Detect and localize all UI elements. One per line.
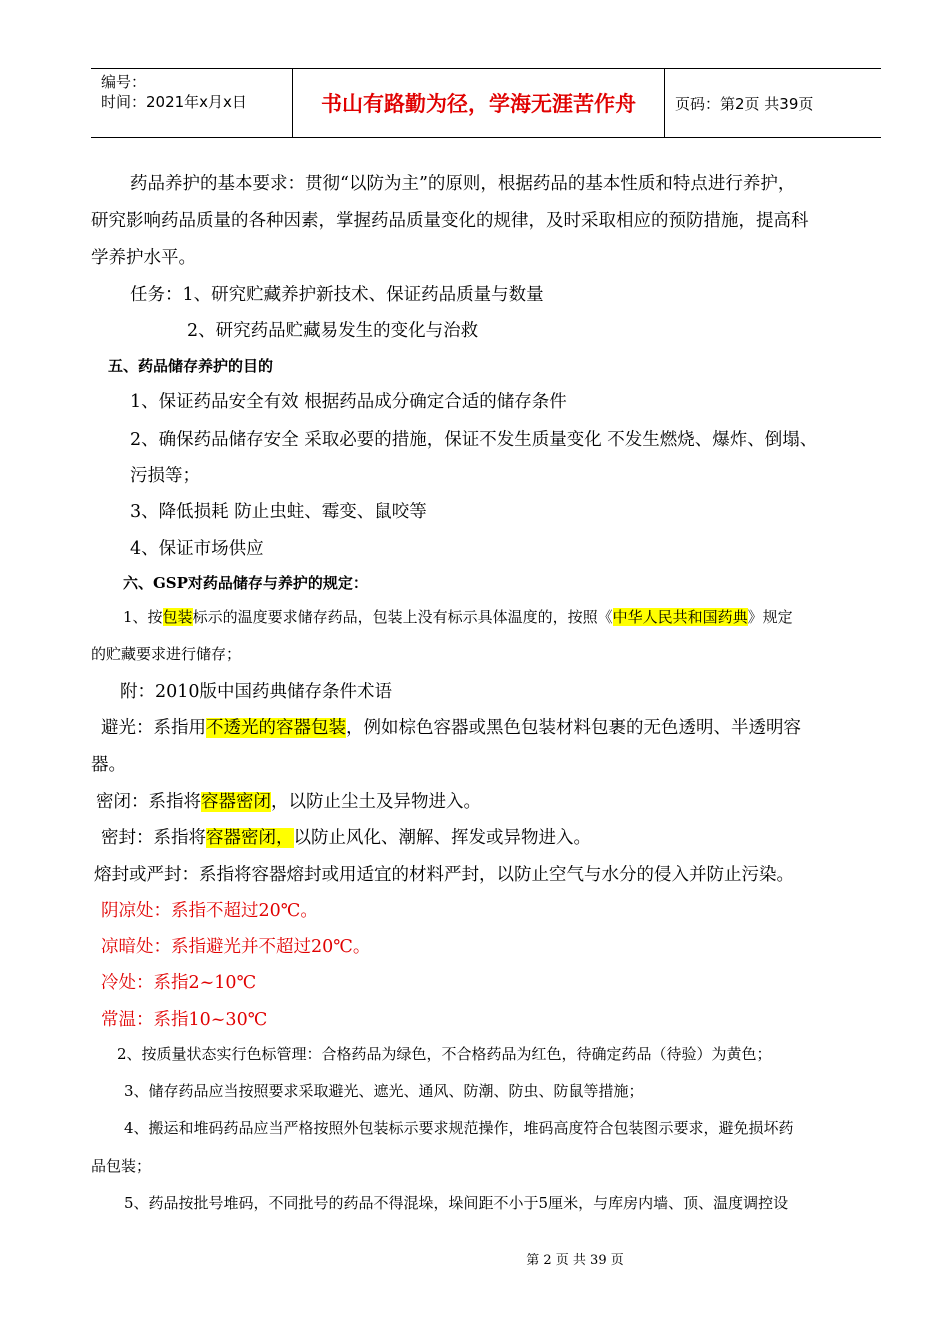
- rule-item: 品包装；: [91, 1157, 152, 1175]
- paragraph-line: 药品养护的基本要求：贯彻“以防为主”的原则，根据药品的基本性质和特点进行养护，: [130, 174, 796, 194]
- term-definition: 常温：系指10~30℃: [101, 1010, 268, 1030]
- term-definition: 熔封或严封：系指将容器熔封或用适宜的材料严封，以防止空气与水分的侵入并防止污染。: [94, 865, 794, 885]
- footer-page-number: 第 2 页 共 39 页: [526, 1253, 624, 1268]
- paragraph-line: 学养护水平。: [91, 248, 196, 268]
- term-text: 避光：系指用: [101, 718, 206, 738]
- rule-item: 2、按质量状态实行色标管理：合格药品为绿色，不合格药品为红色，待确定药品（待验）为黄色；: [117, 1045, 772, 1063]
- appendix-title: 附：2010版中国药典储存条件术语: [120, 682, 393, 702]
- term-text: 以防止风化、潮解、挥发或异物进入。: [293, 828, 591, 848]
- rule-item: 5、药品按批号堆码，不同批号的药品不得混垛，垛间距不小于5厘米，与库房内墙、顶、温度调控设: [124, 1194, 789, 1212]
- task-item: 任务：1、研究贮藏养护新技术、保证药品质量与数量: [130, 285, 544, 305]
- term-definition: 凉暗处：系指避光并不超过20℃。: [101, 937, 371, 957]
- list-item: 污损等；: [130, 466, 200, 486]
- rule-text: 1、按: [123, 608, 163, 626]
- highlight-text: 容器密闭，: [206, 828, 294, 848]
- term-text: 密封：系指将: [101, 828, 206, 848]
- term-definition: [101, 824, 591, 849]
- rule-item: [123, 606, 793, 627]
- header-motto: 书山有路勤为径，学海无涯苦作舟: [293, 69, 665, 137]
- time-label: 时间：2021年x月x日: [101, 93, 247, 111]
- header-page-number: 页码：第2页 共39页: [675, 94, 814, 113]
- rule-text: 标示的温度要求储存药品，包装上没有标示具体温度的，按照《: [192, 608, 613, 626]
- term-definition: [96, 788, 481, 813]
- highlight-text: 容器密闭: [201, 792, 271, 812]
- term-text: ，以防止尘土及异物进入。: [271, 792, 481, 812]
- rule-text: 》规定: [747, 608, 793, 626]
- term-definition: [101, 714, 801, 739]
- section-heading: 六、GSP对药品储存与养护的规定：: [123, 574, 368, 592]
- task-item: 2、研究药品贮藏易发生的变化与治救: [187, 321, 479, 341]
- section-heading: 五、药品储存养护的目的: [108, 357, 274, 375]
- rule-item: 的贮藏要求进行储存；: [91, 645, 242, 663]
- header-meta-cell: [91, 69, 293, 137]
- highlight-text: 包装: [162, 608, 193, 626]
- term-text: 密闭：系指将: [96, 792, 201, 812]
- serial-number-label: 编号：: [101, 73, 147, 91]
- term-definition: 冷处：系指2~10℃: [101, 973, 257, 993]
- rule-item: 3、储存药品应当按照要求采取避光、遮光、通风、防潮、防虫、防鼠等措施；: [124, 1082, 644, 1100]
- highlight-text: 中华人民共和国药典: [612, 608, 748, 626]
- list-item: 4、保证市场供应: [130, 539, 264, 559]
- page-header: [91, 68, 881, 138]
- list-item: 2、确保药品储存安全 采取必要的措施，保证不发生质量变化 不发生燃烧、爆炸、倒塌、: [130, 430, 818, 450]
- rule-item: 4、搬运和堆码药品应当严格按照外包装标示要求规范操作，堆码高度符合包装图示要求，避免损坏药: [124, 1119, 794, 1137]
- term-definition: 器。: [91, 755, 126, 775]
- list-item: 1、保证药品安全有效 根据药品成分确定合适的储存条件: [130, 392, 567, 412]
- page-footer: [0, 1249, 950, 1268]
- term-definition: 阴凉处：系指不超过20℃。: [101, 901, 318, 921]
- paragraph-line: 研究影响药品质量的各种因素，掌握药品质量变化的规律，及时采取相应的预防措施，提高科: [91, 211, 809, 231]
- term-text: ，例如棕色容器或黑色包装材料包裹的无色透明、半透明容: [346, 718, 801, 738]
- highlight-text: 不透光的容器包装: [206, 718, 346, 738]
- list-item: 3、降低损耗 防止虫蛀、霉变、鼠咬等: [130, 502, 427, 522]
